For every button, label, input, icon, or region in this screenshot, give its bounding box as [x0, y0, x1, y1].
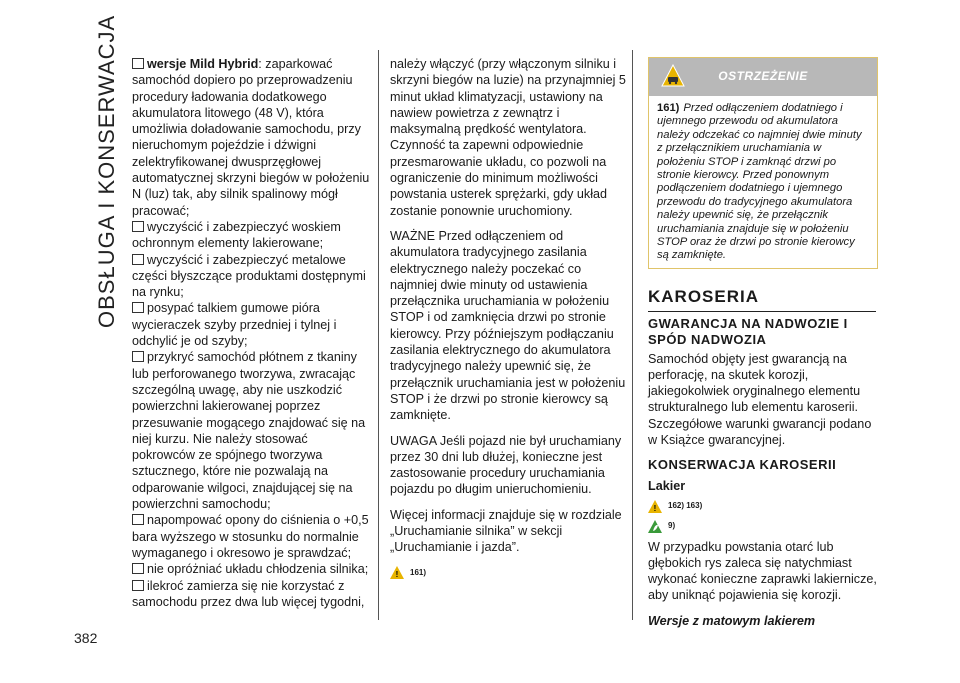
- environment-reference[interactable]: 9): [648, 518, 878, 534]
- warning-body: [649, 96, 877, 269]
- heading-karoseria: KAROSERIA: [648, 287, 876, 312]
- paragraph: Więcej informacji znajduje się w rozdziale „Uruchamianie silnika” w sekcji „Uruchamianie i jazda”.: [390, 507, 622, 555]
- warning-title: OSTRZEŻENIE: [718, 69, 808, 83]
- section-title-text: OBSŁUGA I KONSERWACJA: [94, 14, 119, 328]
- svg-text:!: !: [395, 570, 399, 580]
- list-item: ilekroć zamierza się nie korzystać z samochodu przez dwa lub więcej tygodni,: [132, 578, 365, 609]
- svg-text:!: !: [653, 503, 657, 513]
- list-item: wyczyścić i zabezpieczyć woskiem ochronnym elementy lakierowane;: [132, 219, 341, 251]
- checkbox-bullet-icon: [132, 302, 144, 313]
- section-title: [72, 14, 132, 330]
- checkbox-bullet-icon: [132, 563, 144, 574]
- paragraph: WAŻNE Przed odłączeniem od akumulatora tradycyjnego zasilania elektrycznego należy poczekać co najmniej dwie minuty od ustawienia przełącznika uruchamiania w położeniu STOP i od zamknięcia drzwi po stronie kierowcy. Przy późniejszym podłączaniu zasilania elektrycznego do akumulatora tradycyjnego należy upewnić się, że przełącznik uruchamiania jest w położeniu STOP i że drzwi po stronie kierowcy są zamknięte.: [390, 228, 626, 423]
- column-2: [390, 56, 626, 585]
- list-item: nie opróżniać układu chłodzenia silnika;: [132, 561, 372, 577]
- checkbox-bullet-icon: [132, 221, 144, 232]
- warning-text: Przed odłączeniem dodatniego i ujemnego przewodu od akumulatora należy odczekać co najmniej dwie minuty z przełącznikiem uruchamiania w położeniu STOP i zamknąć drzwi po stronie kierowcy. Przed ponownym podłączeniem dodatniego i ujemnego przewodu do tradycyjnego akumulatora należy upewnić się, że przełącznik uruchamiania znajduje się w położeniu STOP oraz że drzwi po stronie kierowcy są zamknięte.: [657, 102, 862, 262]
- checkbox-bullet-icon: [132, 254, 144, 265]
- environment-leaf-icon: [648, 520, 662, 533]
- list-item: napompować opony do ciśnienia o +0,5 bara wyższego w stosunku do normalnie wymaganego i okresowo je sprawdzać;: [132, 513, 369, 560]
- column-3: [648, 316, 878, 629]
- heading-body-care: KONSERWACJA KAROSERII: [648, 457, 837, 473]
- paragraph: W przypadku powstania otarć lub głębokich rys zaleca się natychmiast wykonać konieczne zaprawki lakiernicze, aby uniknąć pojawienia się korozji.: [648, 539, 877, 603]
- checkbox-bullet-icon: [132, 351, 144, 362]
- list-item: wersje Mild Hybrid: zaparkować samochód dopiero po przeprowadzeniu procedury ładowania dodatkowego akumulatora litowego (48 V), która umożliwia doładowanie samochodu, przy nieruchomym pojeździe i dźwigni zelektryfikowanej dwusprzęgłowej automatycznej skrzyni biegów w położeniu N (luz) tak, aby silnik spalinowy mógł pracować;: [132, 57, 370, 218]
- warning-triangle-icon: [390, 566, 404, 579]
- subheading-matte: Wersje z matowym lakierem: [648, 613, 816, 628]
- list-item: przykryć samochód płótnem z tkaniny lub perforowanego tworzywa, zwracając szczególną uwagę, aby nie uszkodzić powierzchni lakierowanej poprzez przesuwanie mogącego znajdować się na niej kurzu. Nie należy stosować pokrowców ze spójnego tworzywa sztucznego, które nie pozwalają na odparowanie wilgoci, znajdującej się na powierzchni samochodu;: [132, 350, 366, 512]
- warning-header: [649, 58, 877, 96]
- checkbox-bullet-icon: [132, 514, 144, 525]
- column-1: [132, 56, 372, 610]
- checkbox-bullet-icon: [132, 58, 144, 69]
- warning-number: 161): [657, 102, 680, 114]
- paragraph: Samochód objęty jest gwarancją na perforację, na skutek korozji, jakiegokolwiek oryginalnego elementu strukturalnego lub elementu karoserii. Szczegółowe warunki gwarancji podano w Książce gwarancyjnej.: [648, 351, 872, 448]
- checkbox-bullet-icon: [132, 580, 144, 591]
- warning-box: [648, 57, 878, 269]
- heading-warranty: GWARANCJA NA NADWOZIE I SPÓD NADWOZIA: [648, 316, 848, 348]
- list-item: wyczyścić i zabezpieczyć metalowe części błyszczące produktami dostępnymi na rynku;: [132, 252, 366, 300]
- warning-triangle-icon: [648, 500, 662, 513]
- column-divider: [378, 50, 379, 620]
- page-number: 382: [74, 630, 98, 646]
- column-divider: [632, 50, 633, 620]
- heading-paint: Lakier: [648, 478, 686, 493]
- warning-reference[interactable]: ! 161): [390, 565, 626, 581]
- paragraph: należy włączyć (przy włączonym silniku i skrzyni biegów na luzie) na przynajmniej 5 minut układ klimatyzacji, ustawiony na nawiew powietrza z zewnątrz i maksymalną prędkość wentylatora. Czynność ta zapewni odpowiednie przesmarowanie układu, co pozwoli na ograniczenie do minimum możliwości powstania usterek sprężarki, gdy układ zostanie ponownie uruchomiony.: [390, 57, 626, 218]
- warning-reference[interactable]: ! 162) 163): [648, 498, 878, 514]
- list-item: posypać talkiem gumowe pióra wycieraczek szyby przedniej i tylnej i odchylić je od szyby;: [132, 301, 337, 349]
- paragraph: UWAGA Jeśli pojazd nie był uruchamiany przez 30 dni lub dłużej, konieczne jest zastosowanie procedury uruchamiania pojazdu po długim unieruchomieniu.: [390, 433, 622, 497]
